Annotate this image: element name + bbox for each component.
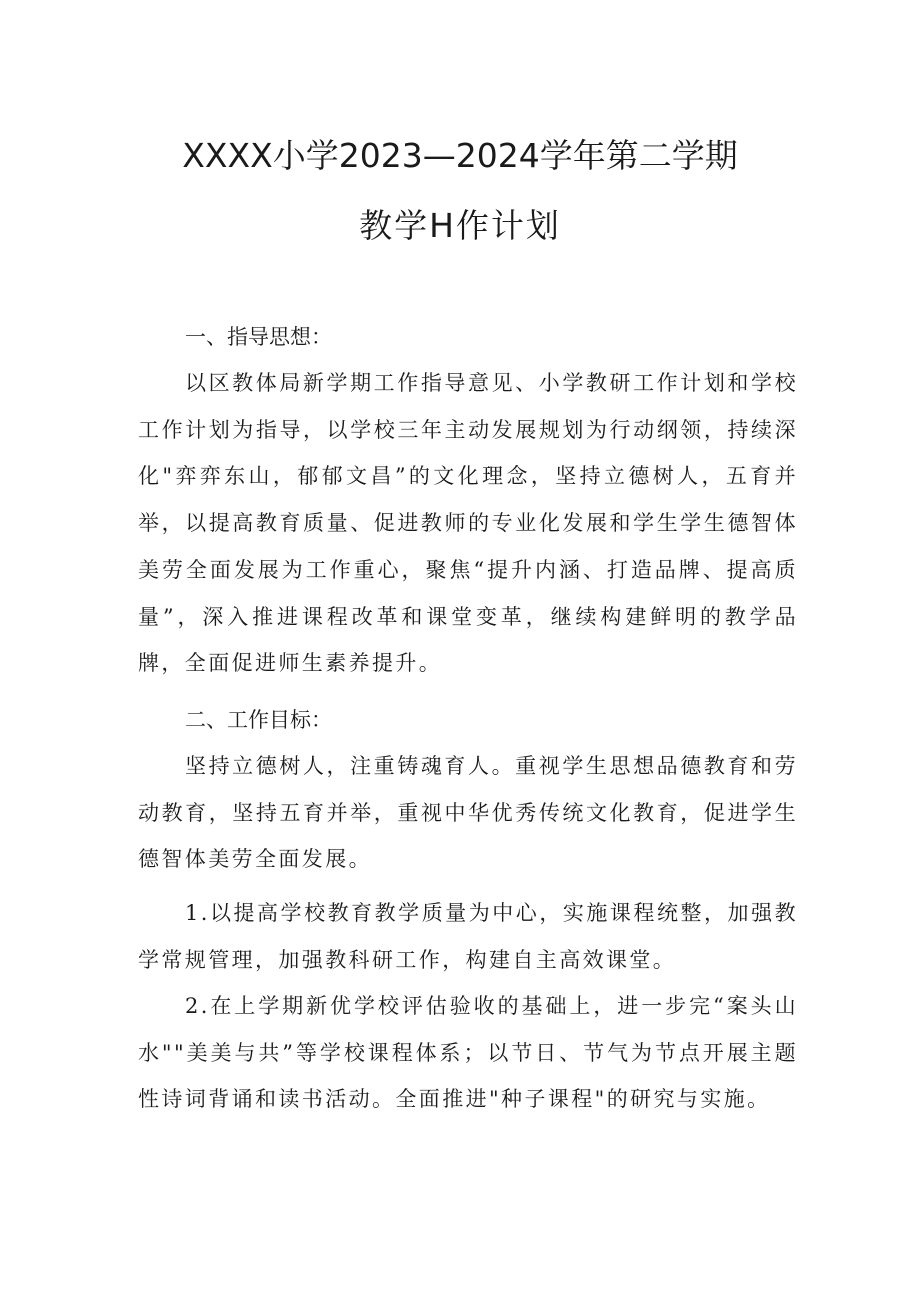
- document-title-line-1: XXXX小学2023—2024学年第二学期: [182, 136, 738, 175]
- section-paragraph-guiding-ideology: 以区教体局新学期工作指导意见、小学教研工作计划和学校工作计划为指导，以学校三年主动发展规划为行动纲领，持续深化"弈弈东山，郁郁文昌”的文化理念，坚持立德树人，五育并举，以提高教育质量、促进教师的专业化发展和学生学生德智体美劳全面发展为工作重心，聚焦“提升内涵、打造品牌、提高质量”，深入推进课程改革和课堂变革，继续构建鲜明的教学品牌，全面促进师生素养提升。: [138, 371, 798, 676]
- document-title-line-2: 教学H作计划: [359, 206, 561, 245]
- section-paragraph-work-goals: 坚持立德树人，注重铸魂育人。重视学生思想品德教育和劳动教育，坚持五育并举，重视中华优秀传统文化教育，促进学生德智体美劳全面发展。: [138, 754, 798, 872]
- section-heading-guiding-ideology: 一、指导思想：: [185, 325, 332, 349]
- section-heading-work-goals: 二、工作目标：: [185, 708, 332, 732]
- goal-item-1: 1.以提高学校教育教学质量为中心，实施课程统整，加强教学常规管理，加强教科研工作，构建自主高效课堂。: [138, 901, 798, 972]
- goal-item-2: 2.在上学期新优学校评估验收的基础上，进一步完“案头山水""美美与共”等学校课程体系；以节日、节气为节点开展主题性诗词背诵和读书活动。全面推进"种子课程"的研究与实施。: [138, 994, 798, 1112]
